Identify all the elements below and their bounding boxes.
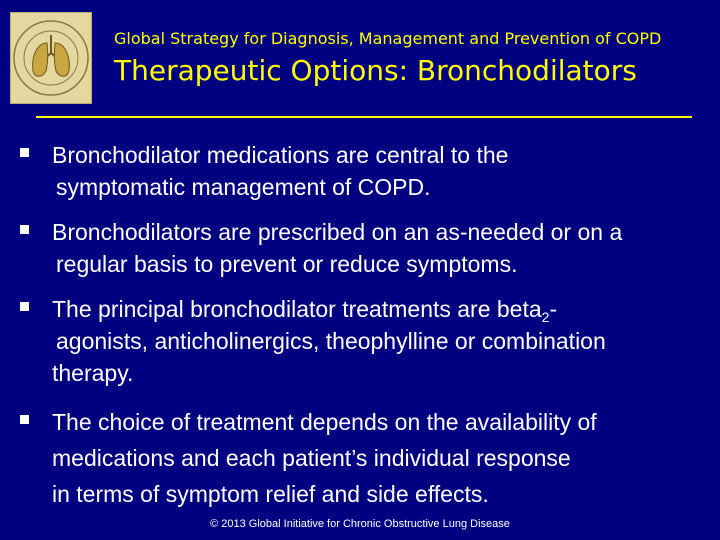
slide-title: Therapeutic Options: Bronchodilators [114, 54, 637, 87]
subscript-2: 2 [541, 309, 550, 325]
bullet-text: Bronchodilator medications are central to the [52, 142, 509, 168]
square-bullet-icon [20, 302, 29, 311]
square-bullet-icon [20, 225, 29, 234]
bullet-item [20, 406, 700, 506]
bullet-item [20, 216, 700, 286]
bullet-text: The choice of treatment depends on the availability of [52, 409, 597, 435]
slide-subtitle: Global Strategy for Diagnosis, Management and Prevention of COPD [114, 29, 662, 48]
bullet-text: therapy. [52, 360, 134, 386]
square-bullet-icon [20, 148, 29, 157]
bullet-text-hyphen: - [549, 296, 558, 322]
bullet-item [20, 139, 700, 209]
square-bullet-icon [20, 415, 29, 424]
bullet-text: regular basis to prevent or reduce symptoms. [56, 251, 518, 277]
bullet-text: medications and each patient’s individual response [52, 445, 571, 471]
bullet-item [20, 293, 700, 393]
bullet-text-main: The principal bronchodilator treatments are beta [52, 296, 542, 322]
copyright-footer: © 2013 Global Initiative for Chronic Obstructive Lung Disease [210, 518, 510, 530]
bullet-text: Bronchodilators are prescribed on an as-needed or on a [52, 219, 623, 245]
bullet-text: in terms of symptom relief and side effects. [52, 481, 489, 507]
bullet-text: agonists, anticholinergics, theophylline or combination [56, 328, 606, 354]
bullet-text [52, 293, 557, 325]
bullet-text: symptomatic management of COPD. [56, 174, 431, 200]
